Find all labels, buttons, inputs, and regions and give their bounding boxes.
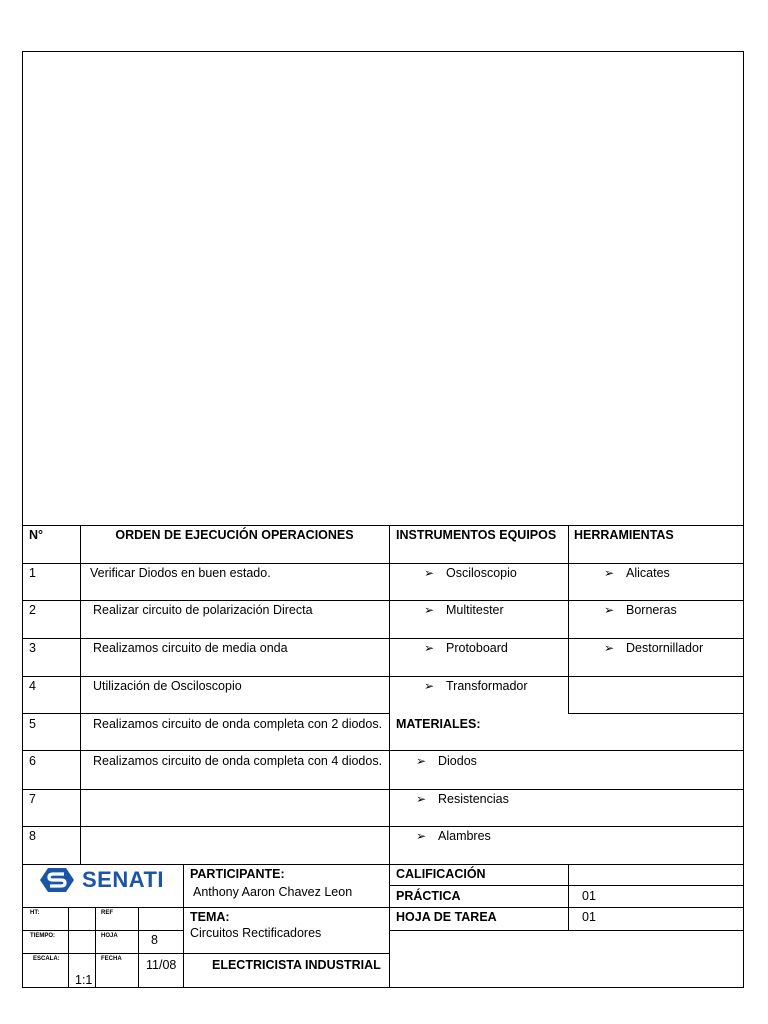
row-operation: Realizamos circuito de onda completa con 4 diodos. (93, 754, 383, 768)
hoja-label: HOJA (101, 933, 118, 939)
col-line (138, 907, 139, 988)
col-line (95, 907, 96, 988)
tool-item (604, 565, 670, 581)
col-line (568, 525, 569, 713)
material-item (416, 753, 477, 769)
hoja-tarea-label: HOJA DE TAREA (396, 910, 497, 924)
topic-value: Circuitos Rectificadores (190, 926, 322, 940)
header-bottom-line (22, 563, 744, 564)
row-operation: Realizamos circuito de onda completa con 2 diodos. (93, 717, 383, 731)
senati-logo-icon (38, 866, 76, 894)
fecha-value: 11/08 (146, 958, 177, 972)
ht-label: HT: (30, 910, 40, 916)
arrow-bullet-icon: ➢ (416, 792, 427, 806)
row-number: 7 (29, 792, 36, 806)
row-line (22, 789, 744, 790)
instrument-label: Protoboard (446, 641, 508, 655)
row-number: 4 (29, 679, 36, 693)
footer-line (389, 885, 744, 886)
row-operation: Verificar Diodos en buen estado. (90, 566, 271, 580)
tool-item (604, 602, 677, 618)
col-line (80, 525, 81, 864)
tool-label: Alicates (626, 566, 670, 580)
arrow-bullet-icon: ➢ (424, 641, 435, 655)
senati-logo-text: SENATI (82, 867, 165, 892)
footer-line (22, 907, 744, 908)
arrow-bullet-icon: ➢ (416, 754, 427, 768)
participant-name: Anthony Aaron Chavez Leon (193, 885, 353, 899)
material-item (416, 828, 491, 844)
row-line (22, 750, 744, 751)
practica-value: 01 (582, 889, 596, 903)
instrument-label: Transformador (446, 679, 528, 693)
instrument-label: Osciloscopio (446, 566, 517, 580)
material-item (416, 791, 509, 807)
arrow-bullet-icon: ➢ (604, 641, 615, 655)
row-line (22, 713, 390, 714)
escala-label: ESCALA: (33, 956, 60, 962)
table-top-line (22, 525, 744, 526)
instrument-item (424, 678, 528, 694)
hoja-tarea-value: 01 (582, 910, 596, 924)
fecha-label: FECHA (101, 956, 122, 962)
header-tools: HERRAMIENTAS (574, 528, 674, 542)
row-operation: Realizamos circuito de media onda (93, 641, 288, 655)
row-number: 3 (29, 641, 36, 655)
row-number: 1 (29, 566, 36, 580)
senati-logo (38, 866, 164, 894)
material-label: Resistencias (438, 792, 509, 806)
instrument-item (424, 602, 504, 618)
document-frame (22, 51, 744, 988)
row-line (22, 826, 744, 827)
row-operation: Utilización de Osciloscopio (93, 679, 242, 693)
tool-label: Borneras (626, 603, 677, 617)
row-number: 8 (29, 829, 36, 843)
arrow-bullet-icon: ➢ (424, 566, 435, 580)
ref-label: REF (101, 910, 113, 916)
tool-item (604, 640, 703, 656)
instrument-item (424, 640, 508, 656)
arrow-bullet-icon: ➢ (416, 829, 427, 843)
arrow-bullet-icon: ➢ (424, 679, 435, 693)
col-line (68, 907, 69, 988)
calificacion-label: CALIFICACIÓN (396, 867, 486, 881)
material-label: Diodos (438, 754, 477, 768)
footer-line (22, 930, 184, 931)
row-line (22, 864, 744, 865)
hoja-value: 8 (151, 933, 158, 947)
arrow-bullet-icon: ➢ (424, 603, 435, 617)
header-number: N° (29, 528, 44, 542)
practica-label: PRÁCTICA (396, 889, 461, 903)
row-line (568, 713, 744, 714)
row-number: 6 (29, 754, 36, 768)
arrow-bullet-icon: ➢ (604, 603, 615, 617)
row-number: 2 (29, 603, 36, 617)
row-operation: Realizar circuito de polarización Directa (93, 603, 313, 617)
materials-title: MATERIALES: (396, 717, 481, 731)
material-label: Alambres (438, 829, 491, 843)
row-number: 5 (29, 717, 36, 731)
row-line (22, 676, 744, 677)
career-label: ELECTRICISTA INDUSTRIAL (212, 958, 381, 972)
instrument-item (424, 565, 517, 581)
header-instruments: INSTRUMENTOS EQUIPOS (396, 528, 557, 542)
instrument-label: Multitester (446, 603, 504, 617)
header-operations: ORDEN DE EJECUCIÓN OPERACIONES (115, 528, 354, 542)
topic-label: TEMA: (190, 910, 230, 924)
row-line (22, 638, 744, 639)
col-line (183, 864, 184, 988)
col-line (568, 864, 569, 930)
escala-value: 1:1 (75, 973, 93, 987)
footer-line (389, 930, 744, 931)
arrow-bullet-icon: ➢ (604, 566, 615, 580)
col-line (389, 525, 390, 988)
tiempo-label: TIEMPO: (30, 933, 55, 939)
footer-line (22, 953, 389, 954)
tool-label: Destornillador (626, 641, 704, 655)
participant-label: PARTICIPANTE: (190, 867, 285, 881)
row-line (22, 600, 744, 601)
